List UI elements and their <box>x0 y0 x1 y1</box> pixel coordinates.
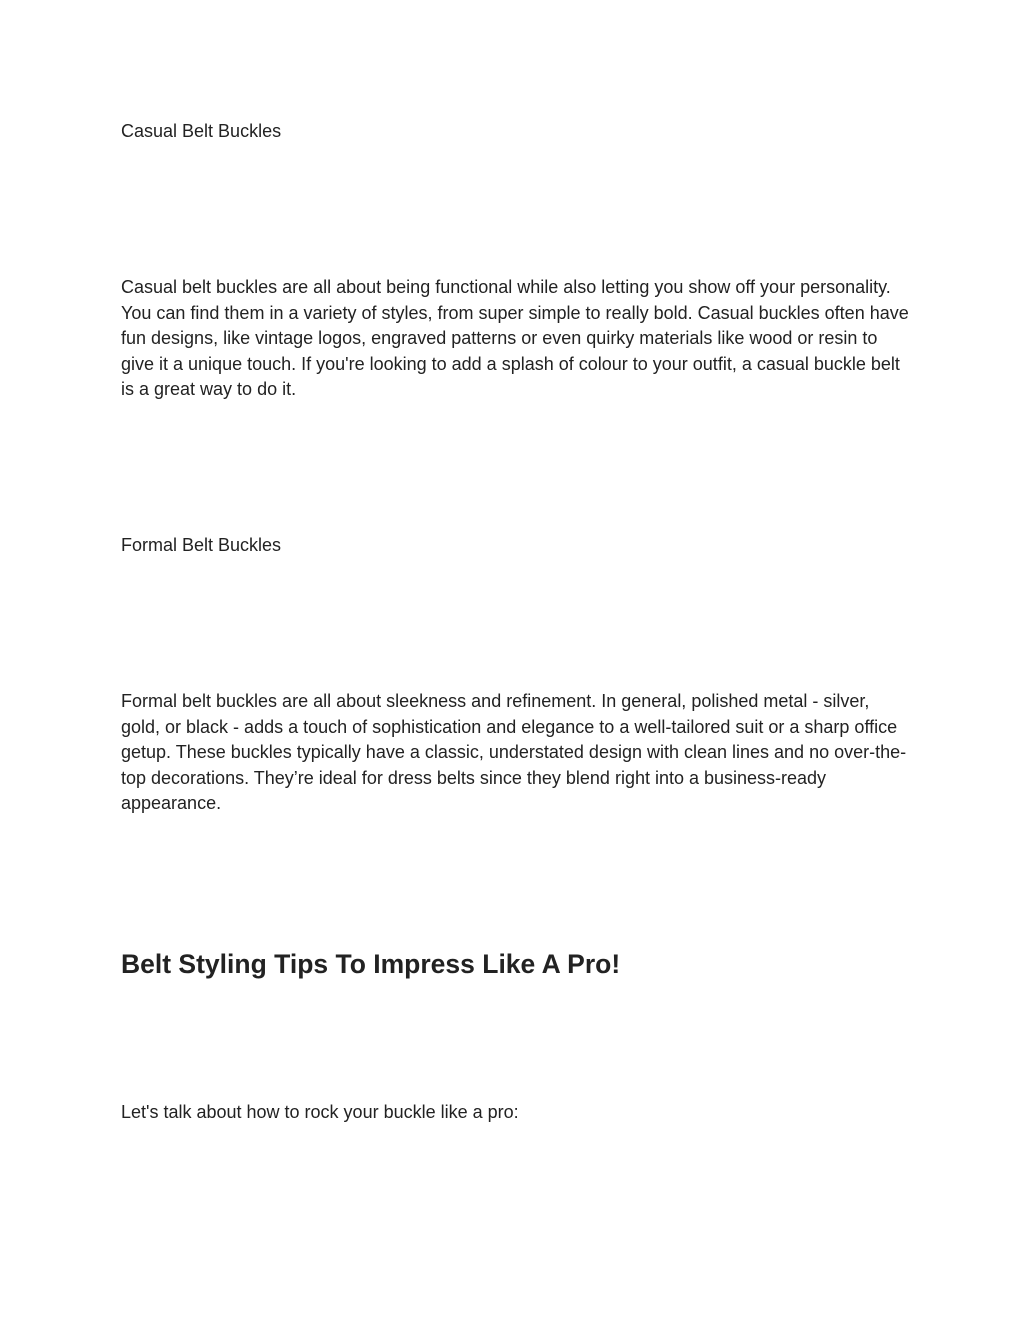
formal-belt-buckles-paragraph: Formal belt buckles are all about sleekness and refinement. In general, polished metal - silver, gold, or black - adds a touch of sophistication and elegance to a well-tailored suit or a sharp office getup. These buckles typically have a classic, understated design with clean lines and no over-the-top decorations. They’re ideal for dress belts since they blend right into a business-ready appearance. <box>121 691 907 813</box>
belt-styling-tips-heading: Belt Styling Tips To Impress Like A Pro! <box>121 949 621 979</box>
casual-belt-buckles-subheading: Casual Belt Buckles <box>121 121 282 141</box>
casual-belt-buckles-paragraph: Casual belt buckles are all about being functional while also letting you show off your personality. You can find them in a variety of styles, from super simple to really bold. Casual buckles often have fun designs, like vintage logos, engraved patterns or even quirky materials like wood or resin to give it a unique touch. If you're looking to add a splash of colour to your outfit, a casual buckle belt is a great way to do it. <box>121 277 909 399</box>
formal-belt-buckles-subheading: Formal Belt Buckles <box>121 535 282 555</box>
styling-tips-intro-paragraph: Let's talk about how to rock your buckle like a pro: <box>121 1102 519 1122</box>
